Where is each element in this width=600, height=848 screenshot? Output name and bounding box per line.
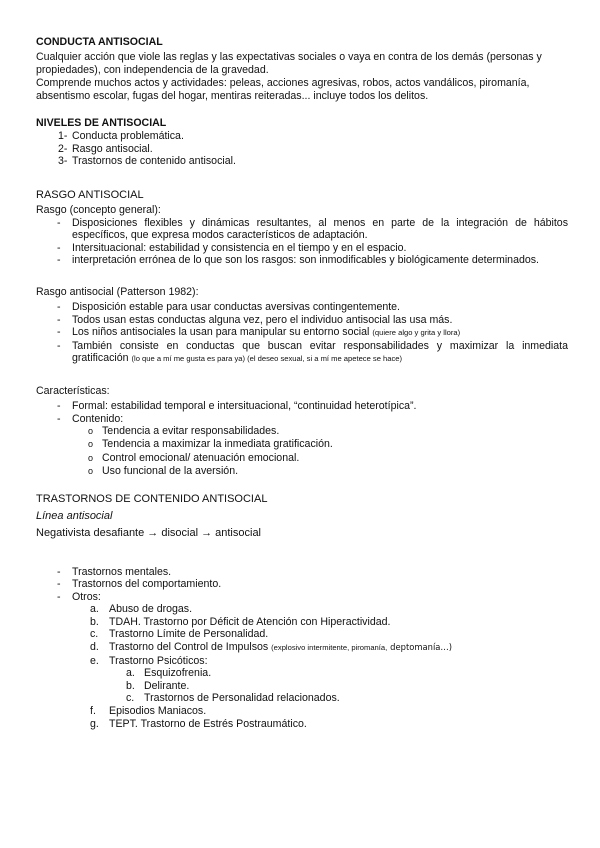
list-item-text: También consiste en conductas que buscan evitar responsabilidades y maximizar la inmediata gratificación xyxy=(72,339,568,365)
list-item-text: Los niños antisociales la usan para manipular su entorno social xyxy=(72,326,370,339)
list-item xyxy=(36,155,568,168)
section-title-trastornos: TRASTORNOS DE CONTENIDO ANTISOCIAL xyxy=(36,493,268,506)
sublist-item-text: Tendencia a evitar responsabilidades. xyxy=(102,425,280,438)
otros-sublist xyxy=(36,603,568,730)
dash-bullet: - xyxy=(57,566,61,579)
dash-bullet: - xyxy=(57,254,61,266)
list-item-text: Todos usan estas conductas alguna vez, pero el individuo antisocial las usa más. xyxy=(72,313,453,326)
section-title-conducta: CONDUCTA ANTISOCIAL xyxy=(36,36,163,48)
linea-antisocial: Línea antisocial xyxy=(36,510,113,523)
dash-bullet: - xyxy=(57,400,61,413)
sublist-item xyxy=(36,628,568,641)
list-item xyxy=(36,242,568,254)
sublist-item-text: Trastorno del Control de Impulsos xyxy=(109,641,269,654)
list-item-text: interpretación errónea de lo que son los rasgos: son inmodificables y biológicamente determinados. xyxy=(72,254,539,266)
section-title-rasgo: RASGO ANTISOCIAL xyxy=(36,188,144,201)
section-title-niveles: NIVELES DE ANTISOCIAL xyxy=(36,117,167,129)
circle-bullet: o xyxy=(88,465,94,476)
sublist-item-text: TDAH. Trastorno por Déficit de Atención con Hiperactividad. xyxy=(109,615,391,628)
nested-item-text: Trastornos de Personalidad relacionados. xyxy=(144,692,340,705)
circle-bullet: o xyxy=(88,426,94,437)
list-item xyxy=(36,217,568,242)
list-item-text: Trastornos mentales. xyxy=(72,566,172,579)
sublist-item xyxy=(36,616,568,629)
circle-bullet: o xyxy=(88,452,94,463)
nested-item xyxy=(36,667,568,680)
list-item xyxy=(36,326,568,339)
sublist-item xyxy=(36,603,568,616)
letter-marker: c. xyxy=(90,628,99,641)
letter-marker: b. xyxy=(126,679,135,692)
subheading-patterson: Rasgo antisocial (Patterson 1982): xyxy=(36,286,199,299)
letter-marker: d. xyxy=(90,641,99,654)
trastornos-list xyxy=(36,566,568,730)
nested-item xyxy=(36,692,568,705)
list-item-text: Trastornos de contenido antisocial. xyxy=(72,155,236,168)
nested-item-text: Delirante. xyxy=(144,679,190,692)
niveles-list xyxy=(36,130,568,168)
list-item xyxy=(36,314,568,326)
list-item-text: Disposiciones flexibles y dinámicas resultantes, al menos en parte de la integración de hábitos específicos, que expresa modos característicos de adaptación. xyxy=(72,216,568,242)
sublist-item-text: Episodios Maniacos. xyxy=(109,705,207,718)
sublist-item xyxy=(36,718,568,731)
dash-bullet: - xyxy=(57,216,61,229)
dash-bullet: - xyxy=(57,326,61,339)
letter-marker: b. xyxy=(90,615,99,628)
sublist-item-note: (explosivo intermitente, piromanía, xyxy=(271,643,388,653)
list-item-text: Trastornos del comportamiento. xyxy=(72,578,222,591)
dash-bullet: - xyxy=(57,590,61,603)
dash-bullet: - xyxy=(57,241,61,254)
list-item-text: Rasgo antisocial. xyxy=(72,142,153,155)
sublist-item-text: Control emocional/ atenuación emocional. xyxy=(102,451,300,464)
sublist-item xyxy=(36,425,568,438)
list-item-text: Otros: xyxy=(72,590,101,603)
list-item-text: Formal: estabilidad temporal e intersituacional, “continuidad heterotípica”. xyxy=(72,400,417,413)
paragraph-definition: Cualquier acción que viole las reglas y las expectativas sociales o vaya en contra de los demás (personas y propiedades), con independencia de la gravedad. xyxy=(36,51,542,76)
sublist-item xyxy=(36,452,568,465)
patterson-list xyxy=(36,301,568,365)
document-page xyxy=(36,36,568,730)
list-item xyxy=(36,143,568,156)
circle-bullet: o xyxy=(88,439,94,450)
contenido-sublist xyxy=(36,425,568,478)
sublist-item-text: Trastorno Límite de Personalidad. xyxy=(109,628,269,641)
sublist-item-text: Trastorno Psicóticos: xyxy=(109,654,208,667)
list-item xyxy=(36,340,568,366)
subheading-caracteristicas: Características: xyxy=(36,385,110,398)
dash-bullet: - xyxy=(57,412,61,425)
sublist-item xyxy=(36,655,568,705)
letter-marker: a. xyxy=(90,603,99,616)
list-item xyxy=(36,254,568,266)
list-item-text: Conducta problemática. xyxy=(72,130,184,142)
sublist-item-note: deptomanía…) xyxy=(390,642,453,653)
list-item-text: Intersituacional: estabilidad y consistencia en el tiempo y en el espacio. xyxy=(72,241,407,254)
psicoticos-sublist xyxy=(109,667,568,705)
list-number: 1- xyxy=(58,130,68,142)
dash-bullet: - xyxy=(57,578,61,591)
list-number: 2- xyxy=(58,142,68,155)
sublist-item-text: Abuso de drogas. xyxy=(109,603,193,616)
sublist-item xyxy=(36,465,568,478)
letter-marker: g. xyxy=(90,717,99,730)
letter-marker: f. xyxy=(90,705,96,718)
list-item xyxy=(36,130,568,143)
list-item xyxy=(36,591,568,730)
list-item xyxy=(36,301,568,313)
rasgo-general-list xyxy=(36,217,568,267)
list-item xyxy=(36,413,568,478)
list-item-text: Disposición estable para usar conductas aversivas contingentemente. xyxy=(72,301,401,314)
letter-marker: a. xyxy=(126,667,135,680)
paragraph-actos: Comprende muchos actos y actividades: peleas, acciones agresivas, robos, actos vandálicos, piromanía, absentismo escolar, fugas del hogar, mentiras reiteradas... incluye todos los delitos. xyxy=(36,77,530,102)
caracteristicas-list xyxy=(36,400,568,478)
sublist-item-text: Uso funcional de la aversión. xyxy=(102,464,239,477)
sublist-item xyxy=(36,705,568,718)
sublist-item xyxy=(36,438,568,451)
list-number: 3- xyxy=(58,155,68,168)
list-item-note: (lo que a mí me gusta es para ya) (el deseo sexual, si a mí me apetece se hace) xyxy=(131,354,403,364)
nested-item-text: Esquizofrenia. xyxy=(144,667,212,680)
list-item-text: Contenido: xyxy=(72,412,124,425)
antisocial-sequence: Negativista desafiante → disocial → antisocial xyxy=(36,527,262,540)
letter-marker: c. xyxy=(126,692,135,705)
list-item xyxy=(36,400,568,412)
list-item-note: (quiere algo y grita y llora) xyxy=(372,328,461,338)
list-item xyxy=(36,566,568,578)
list-item xyxy=(36,578,568,590)
dash-bullet: - xyxy=(57,339,61,352)
dash-bullet: - xyxy=(57,313,61,326)
sublist-item xyxy=(36,641,568,655)
nested-item xyxy=(36,680,568,693)
sublist-item-text: Tendencia a maximizar la inmediata gratificación. xyxy=(102,438,333,451)
subheading-rasgo-general: Rasgo (concepto general): xyxy=(36,203,161,216)
letter-marker: e. xyxy=(90,654,99,667)
sublist-item-text: TEPT. Trastorno de Estrés Postraumático. xyxy=(109,717,307,730)
dash-bullet: - xyxy=(57,301,61,314)
